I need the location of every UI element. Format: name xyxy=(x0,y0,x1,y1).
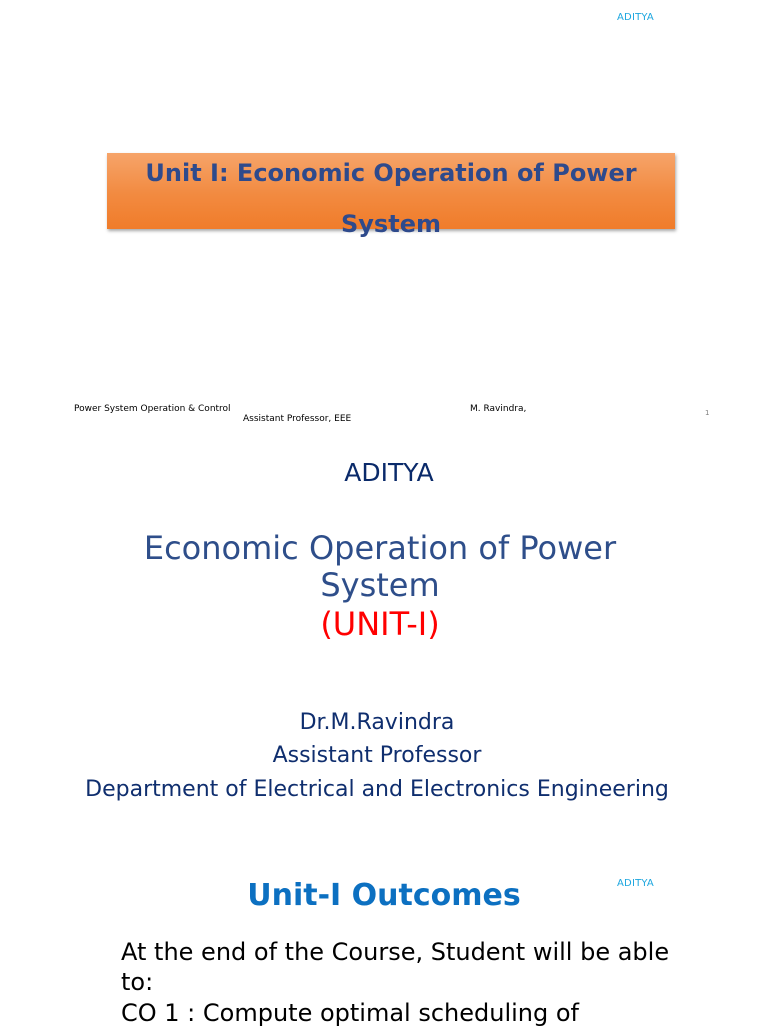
unit-title-line1: Unit I: Economic Operation of Power xyxy=(145,159,637,187)
course-outcome-1: CO 1 : Compute optimal scheduling of xyxy=(121,999,580,1027)
footer-author: M. Ravindra, xyxy=(470,404,527,414)
slide-brand-heading: ADITYA xyxy=(344,458,434,487)
outcomes-intro-line1: At the end of the Course, Student will be able xyxy=(121,938,670,966)
author-designation: Assistant Professor xyxy=(272,743,482,768)
brand-logo-text: ADITYA xyxy=(617,878,654,889)
footer-course-name: Power System Operation & Control xyxy=(74,404,231,414)
unit-title-line2: System xyxy=(341,210,441,238)
outcomes-intro-line2: to: xyxy=(121,968,154,996)
outcomes-title: Unit-I Outcomes xyxy=(247,878,521,913)
presentation-title xyxy=(0,530,760,604)
presentation-title-line2: System xyxy=(320,566,440,604)
unit-title xyxy=(107,148,675,250)
author-name: Dr.M.Ravindra xyxy=(299,710,455,735)
page-number: 1 xyxy=(705,409,710,417)
author-department: Department of Electrical and Electronics Engineering xyxy=(85,777,669,802)
unit-label: (UNIT-I) xyxy=(320,605,440,643)
brand-logo-text: ADITYA xyxy=(617,12,654,23)
presentation-title-line1: Economic Operation of Power xyxy=(143,529,617,567)
footer-designation: Assistant Professor, EEE xyxy=(243,414,352,424)
